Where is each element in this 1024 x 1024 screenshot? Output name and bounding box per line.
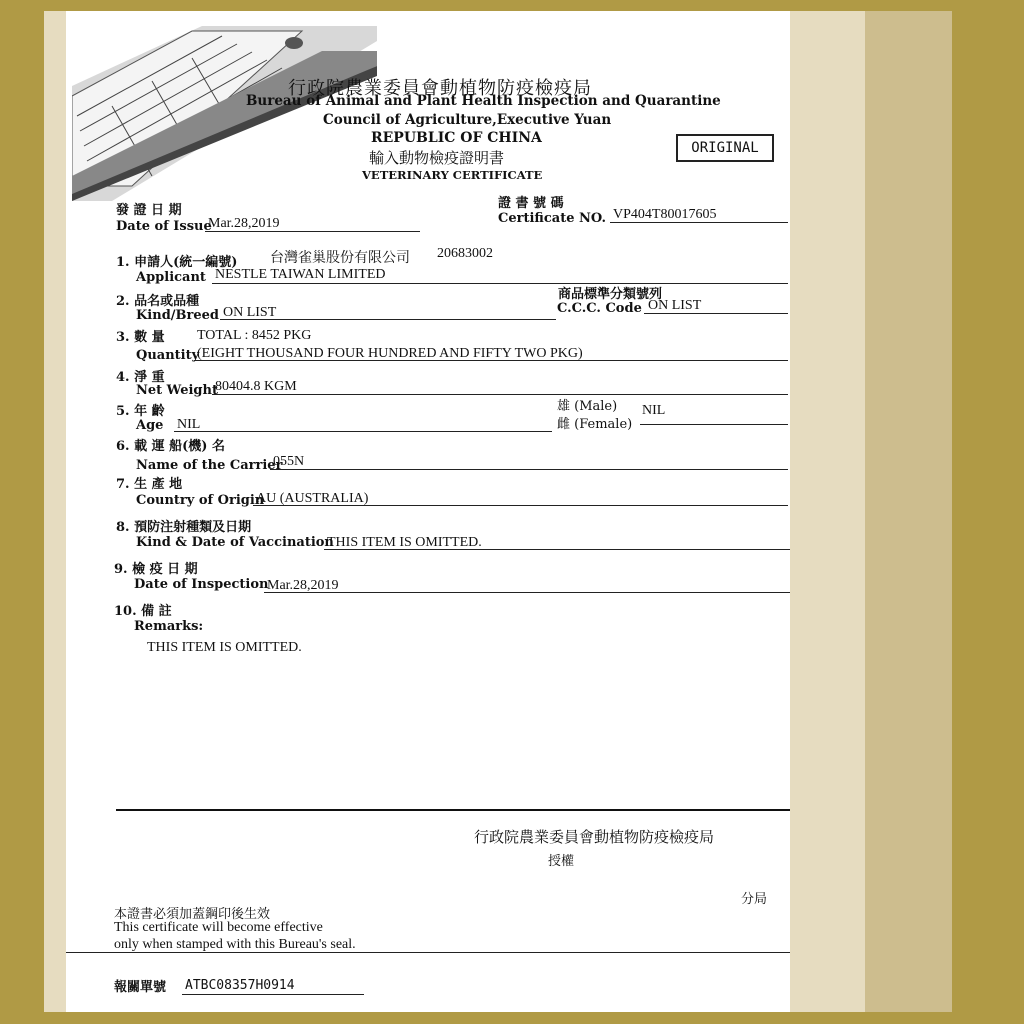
issue-date-label-zh: 發 證 日 期 <box>116 203 182 218</box>
applicant-label-en: Applicant <box>136 270 206 285</box>
inspection-underline <box>264 592 790 593</box>
quantity-underline <box>194 360 788 361</box>
kind-label-en: Kind/Breed <box>136 308 219 323</box>
ccc-underline <box>644 313 788 314</box>
remarks-label-en: Remarks: <box>134 619 204 634</box>
certificate-title-zh: 輸入動物檢疫證明書 <box>369 149 505 167</box>
weight-value: 80404.8 KGM <box>215 379 297 394</box>
seal-notice-en-line1: This certificate will become effective <box>114 920 323 935</box>
vaccination-label-zh: 8. 預防注射種類及日期 <box>116 520 252 535</box>
weight-underline <box>212 394 788 395</box>
carrier-label-zh: 6. 載 運 船(機) 名 <box>116 439 225 454</box>
bureau-name-zh: 行政院農業委員會動植物防疫檢疫局 <box>288 78 592 99</box>
country-name: REPUBLIC OF CHINA <box>371 130 542 146</box>
frame-side-band <box>865 11 952 1012</box>
applicant-id: 20683002 <box>437 246 493 261</box>
declaration-number-underline <box>182 994 364 995</box>
issue-date-underline <box>205 231 420 232</box>
age-label-zh: 5. 年 齡 <box>116 404 165 419</box>
quantity-label-en: Quantity <box>136 348 200 363</box>
applicant-label-zh: 1. 申請人(統一編號) <box>116 255 238 270</box>
carrier-label-en: Name of the Carrier <box>136 458 283 473</box>
carrier-value: 055N <box>273 454 305 469</box>
origin-label-en: Country of Origin <box>136 493 265 508</box>
origin-label-zh: 7. 生 產 地 <box>116 477 183 492</box>
quantity-words: (EIGHT THOUSAND FOUR HUNDRED AND FIFTY TWO PKG) <box>197 346 583 361</box>
original-stamp: ORIGINAL <box>676 134 774 162</box>
sex-underline <box>640 424 788 425</box>
applicant-name-en: NESTLE TAIWAN LIMITED <box>215 267 386 282</box>
issue-date-label-en: Date of Issue <box>116 219 212 234</box>
remarks-label-zh: 10. 備 註 <box>114 604 172 619</box>
certificate-number-underline <box>610 222 788 223</box>
footer-authorized-zh: 授權 <box>548 854 575 869</box>
vaccination-label-en: Kind & Date of Vaccination <box>136 535 334 550</box>
declaration-number-label-zh: 報關單號 <box>114 980 167 995</box>
male-label: 雄 (Male) <box>557 399 618 414</box>
footer-branch-zh: 分局 <box>741 892 768 907</box>
footer-divider <box>116 809 790 811</box>
kind-value: ON LIST <box>223 305 277 320</box>
quantity-label-zh: 3. 數 量 <box>116 330 165 345</box>
certificate-number-label-en: Certificate NO. <box>498 211 606 226</box>
kind-underline <box>220 319 556 320</box>
carrier-underline <box>270 469 788 470</box>
vaccination-underline <box>324 549 790 550</box>
seal-notice-zh: 本證書必須加蓋鋼印後生效 <box>114 907 271 922</box>
female-label: 雌 (Female) <box>557 417 633 432</box>
bureau-name-en: Bureau of Animal and Plant Health Inspection and Quarantine <box>246 93 721 109</box>
seal-notice-en-line2: only when stamped with this Bureau's seal. <box>114 937 356 952</box>
certificate-number-label-zh: 證 書 號 碼 <box>498 196 564 211</box>
inspection-label-zh: 9. 檢 疫 日 期 <box>114 562 198 577</box>
ccc-value: ON LIST <box>648 298 702 313</box>
ccc-label-zh: 商品標準分類號列 <box>558 287 663 302</box>
vaccination-value: THIS ITEM IS OMITTED. <box>327 535 482 550</box>
issue-date-value: Mar.28,2019 <box>208 216 280 231</box>
certificate-number-value: VP404T80017605 <box>613 207 717 222</box>
weight-label-en: Net Weight <box>136 383 218 398</box>
age-label-en: Age <box>136 418 164 433</box>
quantity-total: TOTAL : 8452 PKG <box>197 328 312 343</box>
footer-separator <box>66 952 790 953</box>
certificate-title-en: VETERINARY CERTIFICATE <box>362 168 543 182</box>
sex-value: NIL <box>642 403 666 418</box>
age-value: NIL <box>177 417 201 432</box>
age-underline <box>174 431 552 432</box>
remarks-value: THIS ITEM IS OMITTED. <box>147 640 302 655</box>
ccc-label-en: C.C.C. Code <box>557 301 642 316</box>
footer-bureau-name-zh: 行政院農業委員會動植物防疫檢疫局 <box>474 828 715 846</box>
declaration-number-value: ATBC08357H0914 <box>185 978 295 993</box>
inspection-label-en: Date of Inspection <box>134 577 269 592</box>
inspection-value: Mar.28,2019 <box>267 578 339 593</box>
origin-value: AU (AUSTRALIA) <box>256 491 369 506</box>
weight-label-zh: 4. 淨 重 <box>116 370 165 385</box>
applicant-underline <box>212 283 788 284</box>
applicant-name-zh: 台灣雀巢股份有限公司 <box>270 250 410 266</box>
council-name: Council of Agriculture,Executive Yuan <box>323 112 612 128</box>
origin-underline <box>253 505 788 506</box>
kind-label-zh: 2. 品名或品種 <box>116 294 200 309</box>
